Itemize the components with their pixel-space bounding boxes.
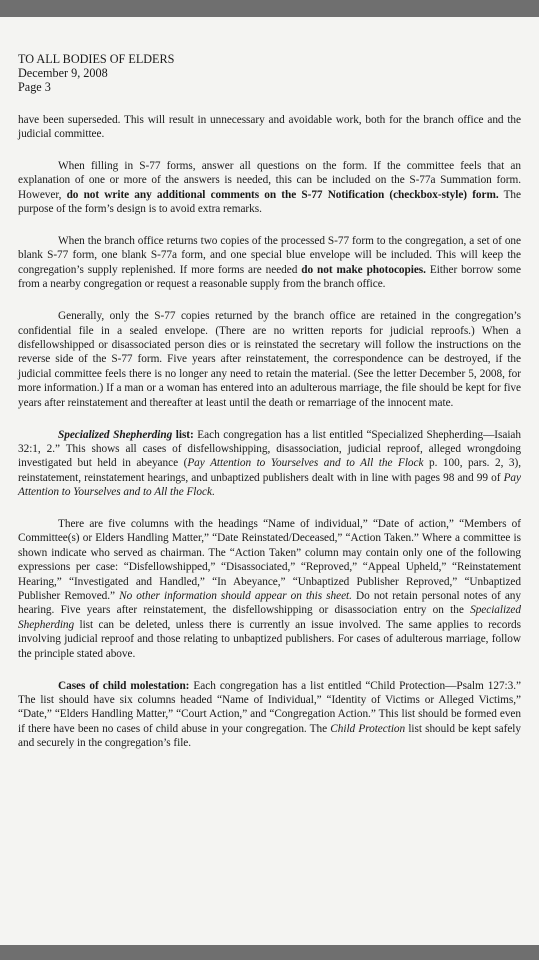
header-date: December 9, 2008: [18, 66, 108, 81]
paragraph-text: Generally, only the S-77 copies returned by the branch office are retained in the congregation’s confidential file in a sealed envelope. (There are no written reports for judicial reproofs.) When a disfellowshipped or disassociated person dies or is reinstated the secretary will follow the instructions on the reverse side of the S-77 form. Five years after reinstatement, the correspondence can be destroyed, if the judicial committee feels there is no longer any need to retain the material. (See the letter December 5, 2008, for more information.) If a man or a woman has entered into an adulterous marriage, the file should be kept for five years after reinstatement and thereafter at least until the death or remarriage of the innocent mate.: [18, 310, 521, 409]
header-page-number: Page 3: [18, 80, 51, 95]
paragraph-text: have been superseded. This will result in unnecessary and avoidable work, both for the branch office and the judicial committee.: [18, 113, 521, 141]
italic-reference: Pay Attention to Yourselves and to All the Flock: [187, 457, 424, 470]
paragraph-text: Do not retain personal notes of any hearing. Five years after reinstatement, the disfellowshipping or disassociation entry on the: [18, 590, 521, 617]
paragraph-text: Each congregation has a list entitled “Child Protection—Psalm 127:3.” The list should have six columns headed “Name of Individual,” “Identity of Victims or Alleged Victims,” “Date,” “Elders Handling Matter,” “Court Action,” and “Congregation Action.” This list should be formed even if there have been no cases of child abuse in your congregation. The: [18, 679, 521, 735]
paragraph-child-molestation: [18, 679, 521, 751]
paragraph-text: Either borrow some from a nearby congregation or request a reasonable supply from the branch office.: [18, 263, 521, 291]
paragraph-text: When the branch office returns two copies of the processed S-77 form to the congregation, a set of one blank S-77 form, one blank S-77a form, and one special blue envelope will be included. This will keep the congregation’s supply replenished. If more forms are needed: [18, 235, 521, 276]
italic-reference: Pay Attention to Yourselves and to All the Flock: [18, 471, 521, 499]
document-page: [0, 17, 539, 945]
paragraph-text: When filling in S-77 forms, answer all questions on the form. If the committee feels that an explanation of one or more of the answers is needed, this can be included on the S-77a Summation form. However,: [18, 159, 521, 201]
paragraph-text: The purpose of the form’s design is to avoid extra remarks.: [18, 188, 521, 216]
letter-header: [18, 52, 521, 95]
bold-heading: [58, 429, 194, 441]
bold-italic-heading: Specialized Shepherding: [58, 428, 173, 441]
paragraph-confidential-file: [18, 309, 521, 410]
paragraph-five-columns: [18, 517, 521, 661]
paragraph-text: Each congregation has a list entitled “Specialized Shepherding—Isaiah 32:1, 2.” This shows all cases of disfellowshipping, disassociation, judicial reproof, alleged wrongdoing investigated but held in abeyance (: [18, 428, 521, 470]
paragraph-text: list should be kept safely and securely in the congregation’s file.: [18, 722, 521, 750]
bold-instruction: do not make photocopies.: [301, 263, 426, 276]
paragraph-text: list can be deleted, unless there is currently an issue involved. The same applies to records involving judicial reproof and those relating to unbaptized publishers. For cases of adulterous marriage, follow the principle stated above.: [18, 618, 521, 660]
italic-instruction: No other information should appear on this sheet.: [119, 590, 352, 603]
paragraph-s77-forms: [18, 159, 521, 217]
bold-instruction: do not write any additional comments on the S-77 Notification (checkbox-style) form.: [66, 188, 499, 201]
bold-heading-suffix: list:: [172, 428, 194, 441]
paragraph-text: .: [211, 486, 215, 499]
italic-reference: Child Protection: [330, 722, 406, 735]
bold-heading: Cases of child molestation:: [58, 679, 190, 692]
paragraph-continuation: [18, 113, 521, 142]
paragraph-specialized-shepherding: [18, 428, 521, 500]
header-recipient: TO ALL BODIES OF ELDERS: [18, 52, 175, 66]
paragraph-text: There are five columns with the headings “Name of individual,” “Date of action,” “Members of Committee(s) or Elders Handling Matter,” “Date Reinstated/Deceased,” “Action Taken.” Where a committee is shown indicate who served as chairman. The “Action Taken” column may contain only one of the following expressions per case: “Disfellowshipped,” “Disassociated,” “Reproved,” “Appeal Upheld,” “Reinstatement Hearing,” “Investigated and Handled,” “In Abeyance,” “Unbaptized Publisher Reproved,” “Unbaptized Publisher Removed.”: [18, 518, 521, 603]
italic-reference: Specialized Shepherding: [18, 604, 521, 631]
paragraph-text: p. 100, pars. 2, 3), reinstatement, reinstatement hearings, and unbaptized publishers dealt with in line with pages 98 and 99 of: [18, 457, 521, 484]
paragraph-branch-returns: [18, 234, 521, 292]
